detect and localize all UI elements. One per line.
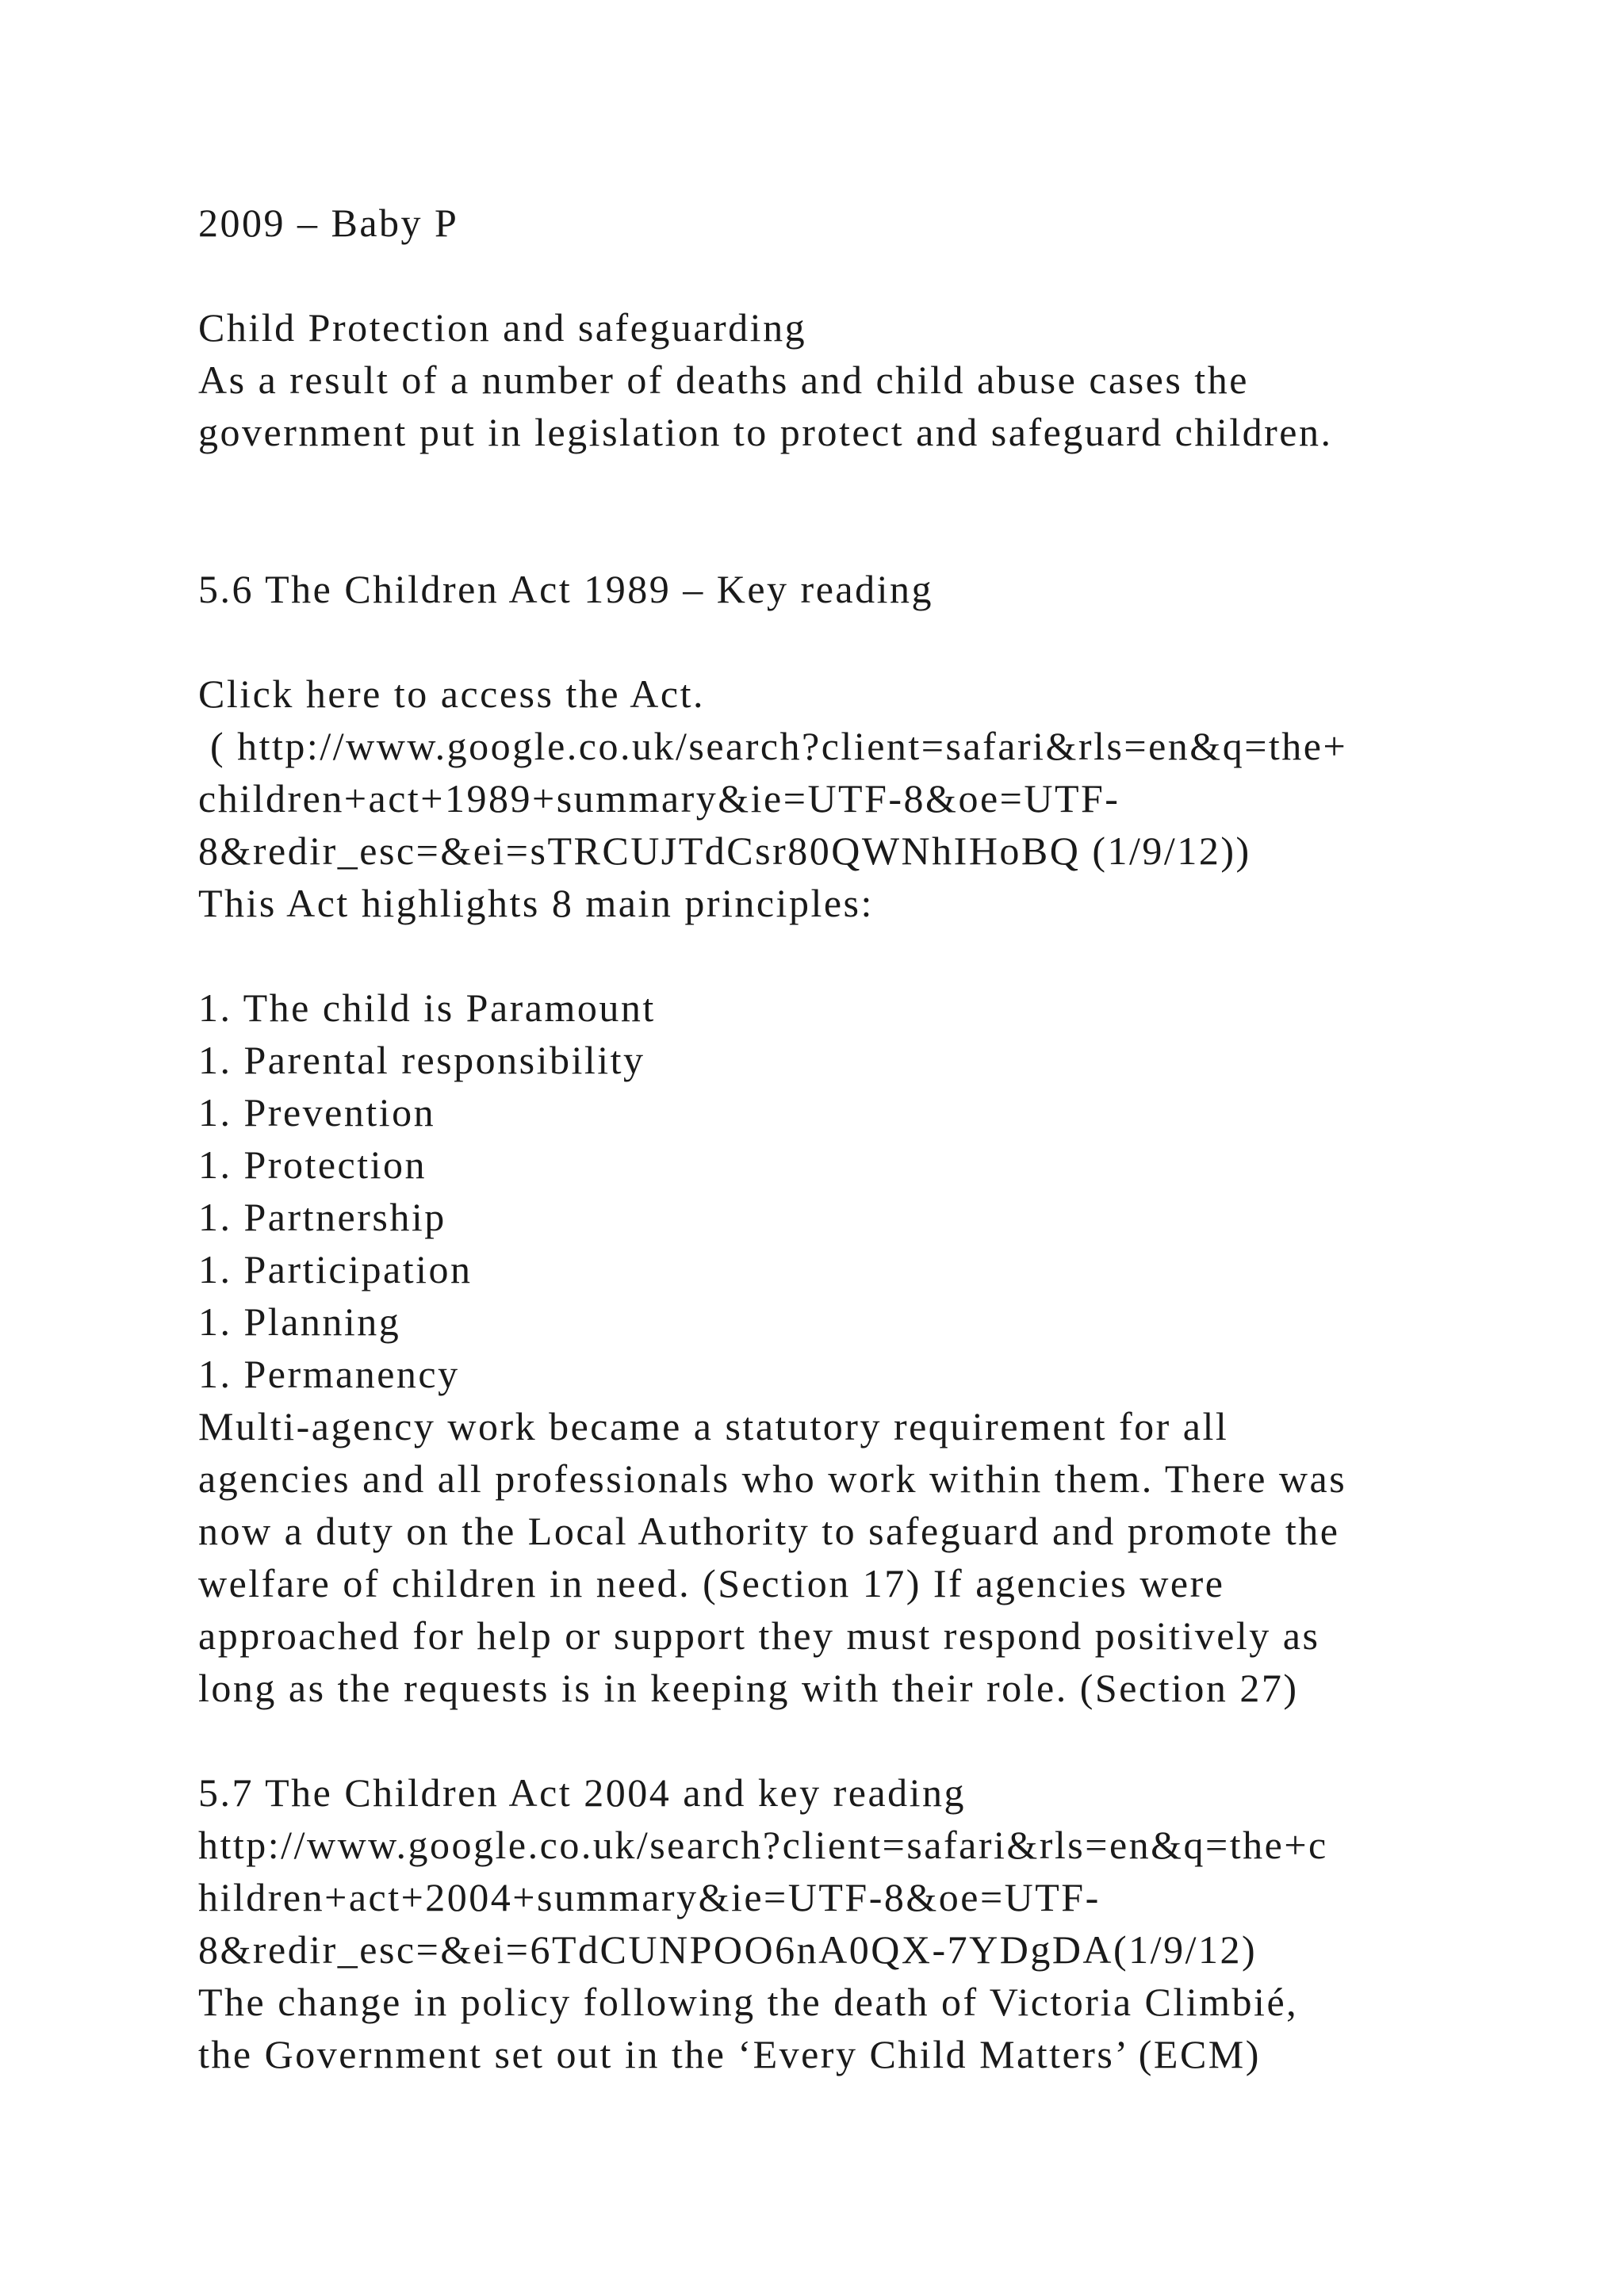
paragraph-line: the Government set out in the ‘Every Child Matters’ (ECM): [198, 2032, 1261, 2076]
principle-item: 1. Permanency: [198, 1352, 460, 1396]
url-line: 8&redir_esc=&ei=sTRCUJTdCsr80QWNhIHoBQ (1/9/12)): [198, 828, 1251, 873]
paragraph-line: agencies and all professionals who work within them. There was: [198, 1456, 1347, 1501]
section-title-children-act-1989: 5.6 The Children Act 1989 – Key reading: [198, 567, 933, 611]
paragraph-line: now a duty on the Local Authority to safeguard and promote the: [198, 1509, 1340, 1553]
url-line: http://www.google.co.uk/search?client=safari&rls=en&q=the+c: [198, 1823, 1328, 1867]
blank-line: [198, 249, 1546, 301]
principle-item: 1. Protection: [198, 1142, 427, 1187]
blank-line: [198, 929, 1546, 982]
principle-item: 1. Planning: [198, 1299, 401, 1344]
url-line: ( http://www.google.co.uk/search?client=safari&rls=en&q=the+: [198, 724, 1348, 768]
blank-line: [198, 615, 1546, 668]
url-line: 8&redir_esc=&ei=6TdCUNPOO6nA0QX-7YDgDA(1/9/12): [198, 1927, 1258, 1972]
section-title-children-act-2004: 5.7 The Children Act 2004 and key reading: [198, 1770, 967, 1815]
paragraph-line: The change in policy following the death of Victoria Climbié,: [198, 1980, 1299, 2024]
heading-year: 2009 – Baby P: [198, 201, 459, 245]
principle-item: 1. Participation: [198, 1247, 473, 1292]
principle-item: 1. Partnership: [198, 1195, 446, 1239]
blank-lines: [198, 458, 1546, 563]
paragraph-line: welfare of children in need. (Section 17) If agencies were: [198, 1561, 1225, 1605]
principle-item: 1. The child is Paramount: [198, 985, 656, 1030]
paragraph-line: long as the requests is in keeping with their role. (Section 27): [198, 1666, 1299, 1710]
principles-intro: This Act highlights 8 main principles:: [198, 881, 874, 925]
url-line: children+act+1989+summary&ie=UTF-8&oe=UTF-: [198, 776, 1120, 821]
paragraph-line: Multi-agency work became a statutory requirement for all: [198, 1404, 1229, 1448]
principle-item: 1. Prevention: [198, 1090, 436, 1135]
principle-item: 1. Parental responsibility: [198, 1038, 645, 1082]
access-act-link[interactable]: Click here to access the Act.: [198, 672, 705, 716]
paragraph-line: government put in legislation to protect and safeguard children.: [198, 410, 1333, 454]
section-title-child-protection: Child Protection and safeguarding: [198, 305, 807, 350]
paragraph-line: approached for help or support they must respond positively as: [198, 1613, 1320, 1658]
url-line: hildren+act+2004+summary&ie=UTF-8&oe=UTF-: [198, 1875, 1101, 1919]
blank-line: [198, 1714, 1546, 1766]
paragraph-line: As a result of a number of deaths and child abuse cases the: [198, 358, 1249, 402]
document-body: [198, 197, 1546, 2080]
